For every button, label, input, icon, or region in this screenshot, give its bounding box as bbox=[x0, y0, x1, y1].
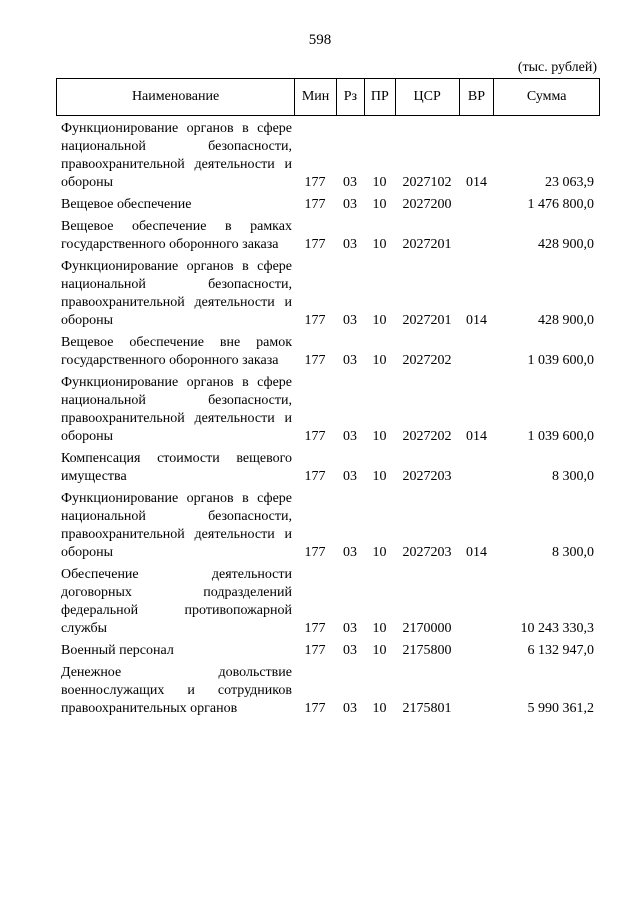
cell-name: Вещевое обеспечение в рамках государственного оборонного заказа bbox=[61, 219, 292, 252]
cell-min: 177 bbox=[304, 313, 326, 328]
cell-csr: 2027102 bbox=[402, 175, 452, 190]
cell-sum: 10 243 330,3 bbox=[520, 621, 594, 636]
cell-csr: 2027201 bbox=[402, 313, 452, 328]
cell-rz: 03 bbox=[343, 353, 357, 368]
cell-rz: 03 bbox=[343, 621, 357, 636]
cell-vr: 014 bbox=[466, 429, 487, 444]
table-row bbox=[56, 374, 600, 446]
cell-pr: 10 bbox=[372, 197, 387, 212]
cell-rz: 03 bbox=[343, 545, 357, 560]
cell-pr: 10 bbox=[372, 313, 387, 328]
cell-csr: 2027202 bbox=[402, 353, 452, 368]
cell-rz: 03 bbox=[343, 429, 357, 444]
cell-sum: 5 990 361,2 bbox=[527, 701, 594, 716]
cell-csr: 2027203 bbox=[402, 545, 452, 560]
table-row bbox=[56, 218, 600, 254]
header-vr: ВР bbox=[459, 79, 494, 115]
cell-min: 177 bbox=[304, 175, 326, 190]
cell-name: Обеспечение деятельности договорных подразделений федеральной противопожарной службы bbox=[61, 567, 292, 636]
budget-table bbox=[56, 78, 600, 722]
cell-name: Денежное довольствие военнослужащих и сотрудников правоохранительных органов bbox=[61, 665, 292, 716]
cell-rz: 03 bbox=[343, 237, 357, 252]
cell-pr: 10 bbox=[372, 353, 387, 368]
cell-sum: 428 900,0 bbox=[538, 313, 594, 328]
header-pr: ПР bbox=[364, 79, 395, 115]
cell-csr: 2027201 bbox=[402, 237, 452, 252]
cell-rz: 03 bbox=[343, 469, 357, 484]
cell-vr: 014 bbox=[466, 175, 487, 190]
cell-sum: 23 063,9 bbox=[545, 175, 594, 190]
page-number: 598 bbox=[308, 32, 332, 48]
table-row bbox=[56, 258, 600, 330]
cell-pr: 10 bbox=[372, 643, 387, 658]
cell-sum: 1 039 600,0 bbox=[527, 429, 594, 444]
cell-csr: 2027203 bbox=[402, 469, 452, 484]
cell-sum: 8 300,0 bbox=[552, 545, 594, 560]
table-row bbox=[56, 196, 600, 214]
header-min: Мин bbox=[294, 79, 336, 115]
cell-pr: 10 bbox=[372, 429, 387, 444]
cell-name: Функционирование органов в сфере национальной безопасности, правоохранительной деятельности и обороны bbox=[61, 491, 292, 560]
cell-csr: 2027200 bbox=[402, 197, 452, 212]
cell-sum: 6 132 947,0 bbox=[527, 643, 594, 658]
header-rz: Рз bbox=[336, 79, 364, 115]
table-row bbox=[56, 566, 600, 638]
units-label: (тыс. рублей) bbox=[517, 60, 597, 75]
cell-rz: 03 bbox=[343, 643, 357, 658]
cell-name: Функционирование органов в сфере национальной безопасности, правоохранительной деятельности и обороны bbox=[61, 375, 292, 444]
cell-vr: 014 bbox=[466, 545, 487, 560]
cell-sum: 1 039 600,0 bbox=[527, 353, 594, 368]
cell-min: 177 bbox=[304, 545, 326, 560]
table-row bbox=[56, 642, 600, 660]
table-row bbox=[56, 334, 600, 370]
cell-name: Вещевое обеспечение bbox=[61, 197, 192, 212]
table-row bbox=[56, 490, 600, 562]
table-row bbox=[56, 450, 600, 486]
cell-name: Функционирование органов в сфере национальной безопасности, правоохранительной деятельности и обороны bbox=[61, 121, 292, 190]
header-name: Наименование bbox=[131, 89, 220, 104]
cell-min: 177 bbox=[304, 237, 326, 252]
header-csr: ЦСР bbox=[395, 79, 459, 115]
cell-rz: 03 bbox=[343, 197, 357, 212]
cell-csr: 2027202 bbox=[402, 429, 452, 444]
cell-csr: 2175801 bbox=[402, 701, 452, 716]
cell-name: Функционирование органов в сфере национальной безопасности, правоохранительной деятельности и обороны bbox=[61, 259, 292, 328]
cell-rz: 03 bbox=[343, 313, 357, 328]
cell-min: 177 bbox=[304, 429, 326, 444]
cell-csr: 2170000 bbox=[402, 621, 452, 636]
cell-name: Вещевое обеспечение вне рамок государственного оборонного заказа bbox=[61, 335, 292, 368]
cell-csr: 2175800 bbox=[402, 643, 452, 658]
table-row bbox=[56, 664, 600, 718]
cell-rz: 03 bbox=[343, 701, 357, 716]
table-header bbox=[56, 78, 600, 116]
cell-pr: 10 bbox=[372, 701, 387, 716]
cell-pr: 10 bbox=[372, 545, 387, 560]
cell-min: 177 bbox=[304, 469, 326, 484]
cell-name: Военный персонал bbox=[61, 643, 174, 658]
cell-name: Компенсация стоимости вещевого имущества bbox=[61, 451, 292, 484]
table-body bbox=[56, 120, 600, 718]
cell-sum: 428 900,0 bbox=[538, 237, 594, 252]
cell-min: 177 bbox=[304, 701, 326, 716]
cell-sum: 8 300,0 bbox=[552, 469, 594, 484]
cell-rz: 03 bbox=[343, 175, 357, 190]
cell-min: 177 bbox=[304, 197, 326, 212]
cell-min: 177 bbox=[304, 621, 326, 636]
cell-vr: 014 bbox=[466, 313, 487, 328]
table-row bbox=[56, 120, 600, 192]
cell-pr: 10 bbox=[372, 175, 387, 190]
cell-pr: 10 bbox=[372, 469, 387, 484]
cell-pr: 10 bbox=[372, 237, 387, 252]
cell-sum: 1 476 800,0 bbox=[527, 197, 594, 212]
cell-min: 177 bbox=[304, 643, 326, 658]
cell-min: 177 bbox=[304, 353, 326, 368]
header-sum: Сумма bbox=[493, 79, 599, 115]
cell-pr: 10 bbox=[372, 621, 387, 636]
